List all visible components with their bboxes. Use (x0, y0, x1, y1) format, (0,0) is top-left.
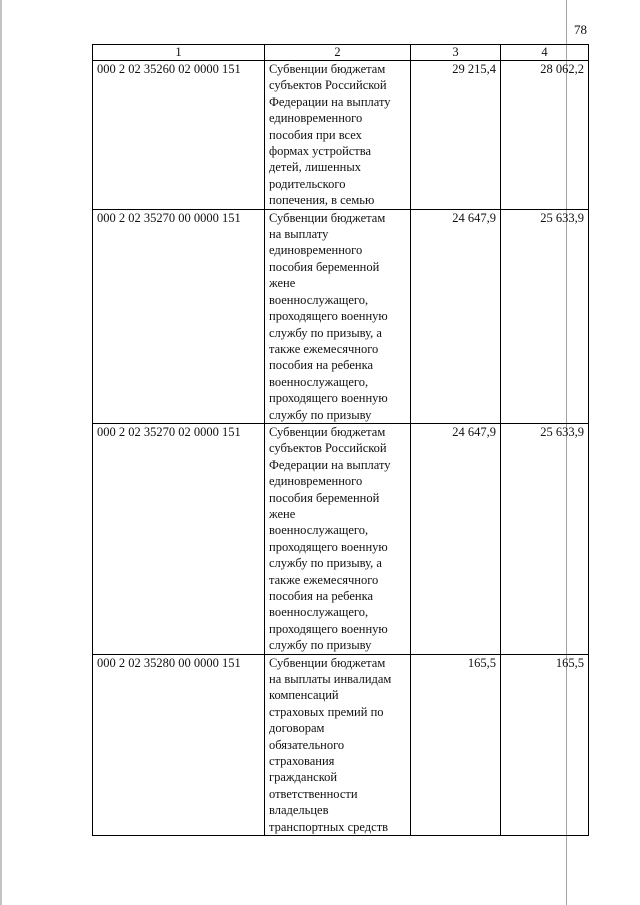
description-cell: Субвенции бюджетам на выплаты инвалидам компенсаций страховых премий по договорам обязательного страхования гражданской ответственности владельцев транспортных средств (265, 654, 411, 835)
value-col4-cell: 25 633,9 (501, 423, 589, 654)
table-header-row (93, 45, 589, 61)
budget-code-cell: 000 2 02 35260 02 0000 151 (93, 61, 265, 210)
value-col4-cell: 28 062,2 (501, 61, 589, 210)
value-col3-cell: 165,5 (411, 654, 501, 835)
budget-code-cell: 000 2 02 35270 02 0000 151 (93, 423, 265, 654)
value-col4-cell: 165,5 (501, 654, 589, 835)
column-header-3: 3 (411, 45, 501, 61)
description-cell: Субвенции бюджетам субъектов Российской Федерации на выплату единовременного пособия при всех формах устройства детей, лишенных родительского попечения, в семью (265, 61, 411, 210)
value-col3-cell: 24 647,9 (411, 423, 501, 654)
value-col3-cell: 29 215,4 (411, 61, 501, 210)
scan-left-edge (0, 0, 2, 905)
column-header-1: 1 (93, 45, 265, 61)
value-col3-cell: 24 647,9 (411, 209, 501, 423)
table-row (93, 61, 589, 210)
budget-table (92, 44, 589, 836)
description-cell: Субвенции бюджетам на выплату единовременного пособия беременной жене военнослужащего, проходящего военную службу по призыву, а также ежемесячного пособия на ребенка военнослужащего, проходящего военную службу по призыву (265, 209, 411, 423)
budget-code-cell: 000 2 02 35280 00 0000 151 (93, 654, 265, 835)
value-col4-cell: 25 633,9 (501, 209, 589, 423)
column-header-4: 4 (501, 45, 589, 61)
column-header-2: 2 (265, 45, 411, 61)
page-number: 78 (574, 22, 587, 37)
table-row (93, 654, 589, 835)
description-cell: Субвенции бюджетам субъектов Российской Федерации на выплату единовременного пособия беременной жене военнослужащего, проходящего военную службу по призыву, а также ежемесячного пособия на ребенка военнослужащего, проходящего военную службу по призыву (265, 423, 411, 654)
table-row (93, 423, 589, 654)
table-row (93, 209, 589, 423)
budget-code-cell: 000 2 02 35270 00 0000 151 (93, 209, 265, 423)
